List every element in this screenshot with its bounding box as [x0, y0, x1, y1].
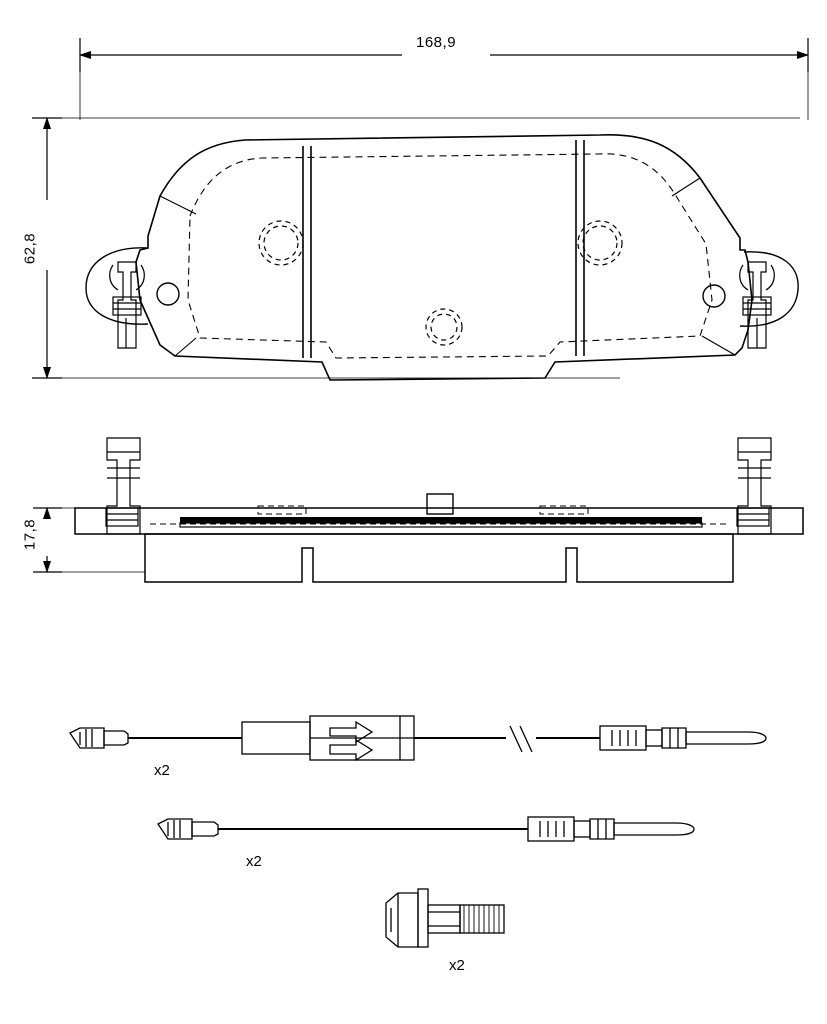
thickness-dimension-label: 17,8	[21, 518, 39, 551]
friction-material-outline	[188, 154, 712, 358]
wear-sensor-short	[158, 817, 694, 841]
bolt	[386, 889, 504, 947]
height-dimension-label: 62,8	[21, 232, 39, 265]
width-dimension-label: 168,9	[416, 34, 457, 51]
right-sensor-plug	[740, 262, 775, 348]
side-view-center-tab	[427, 494, 453, 514]
wear-sensor-short-quantity: x2	[246, 853, 262, 870]
wear-sensor-long-quantity: x2	[154, 762, 170, 779]
side-view-top-band	[180, 517, 702, 527]
pad-inner-edges	[160, 178, 735, 356]
side-view-left-sensor	[106, 438, 140, 534]
pad-slot-lines	[303, 140, 584, 358]
pad-hole-lower-center	[426, 309, 462, 345]
left-mounting-lug	[86, 248, 179, 324]
side-view-right-sensor	[737, 438, 771, 534]
wear-sensor-long	[70, 716, 766, 760]
pad-backplate-outline	[136, 135, 752, 380]
left-sensor-plug	[110, 262, 145, 348]
bolt-quantity: x2	[449, 957, 465, 974]
pad-hole-upper-left	[259, 221, 303, 265]
